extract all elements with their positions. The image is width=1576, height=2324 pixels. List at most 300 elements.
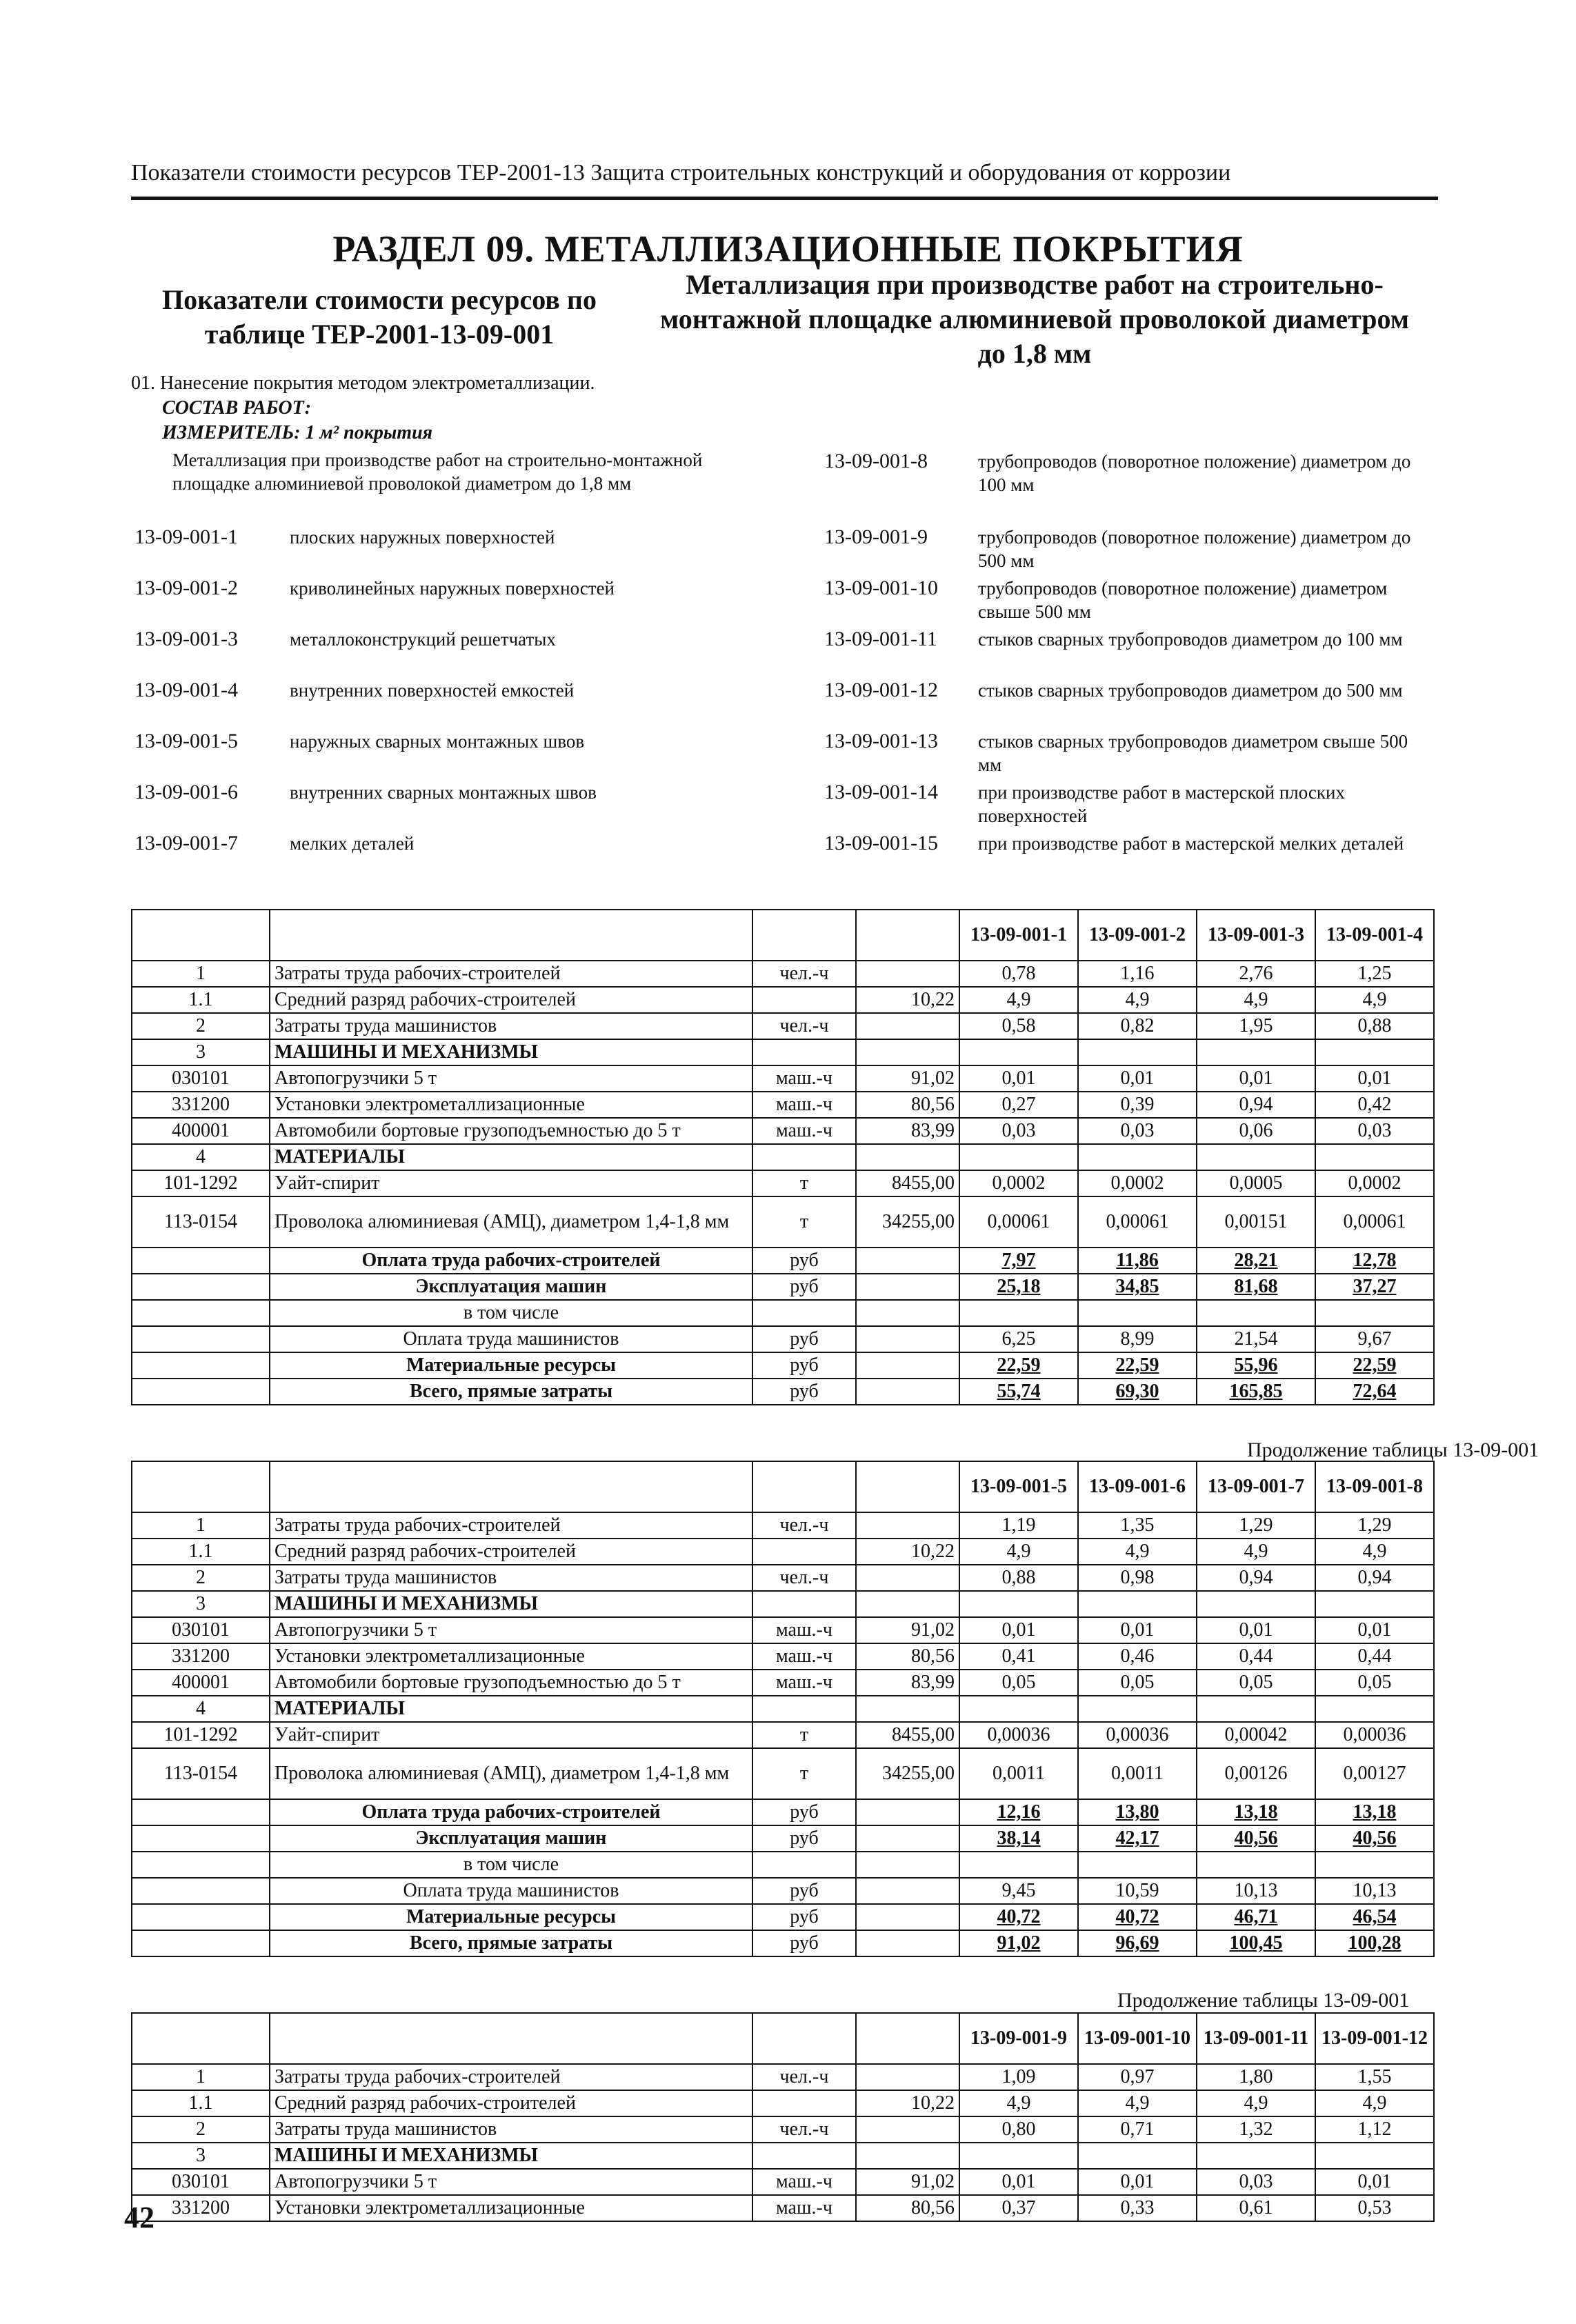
cell-name: МАТЕРИАЛЫ — [270, 1144, 752, 1170]
cell-value: 4,9 — [1315, 2090, 1434, 2116]
cell-value: 69,30 — [1078, 1379, 1197, 1405]
cell-value — [1315, 1300, 1434, 1326]
header-variant: 13-09-001-10 — [1078, 2013, 1197, 2064]
table-header-row — [132, 1461, 1434, 1512]
cell-code: 331200 — [132, 2195, 270, 2221]
cell-code — [132, 1852, 270, 1878]
cell-name: Всего, прямые затраты — [270, 1930, 752, 1956]
cell-value — [1315, 2143, 1434, 2169]
cell-value: 0,82 — [1078, 1013, 1197, 1039]
code-label: 13-09-001-2 — [134, 577, 238, 599]
cell-code — [132, 1352, 270, 1379]
cell-value — [959, 1144, 1078, 1170]
cell-value: 4,9 — [1315, 1539, 1434, 1565]
cell-code — [132, 1930, 270, 1956]
cell-value — [1315, 1039, 1434, 1065]
resource-table-2 — [131, 1461, 1435, 1957]
cell-name: в том числе — [270, 1852, 752, 1878]
indicators-title-line: таблице ТЕР-2001-13-09-001 — [204, 319, 555, 350]
continuation-note: Продолжение таблицы 13-09-001 — [1117, 1989, 1410, 2012]
cell-value: 22,59 — [1315, 1352, 1434, 1379]
cell-value: 1,09 — [959, 2064, 1078, 2090]
cell-price — [856, 1878, 959, 1904]
code-description: внутренних поверхностей емкостей — [290, 680, 575, 701]
cell-value: 1,16 — [1078, 961, 1197, 987]
cell-value — [1078, 2143, 1197, 2169]
cell-value: 0,01 — [959, 1617, 1078, 1643]
cell-unit: руб — [752, 1825, 856, 1852]
code-description: трубопроводов (поворотное положение) диаметром свыше 500 мм — [978, 578, 1388, 622]
code-description: мелких деталей — [290, 833, 415, 854]
table-row — [132, 1352, 1434, 1379]
table-row — [132, 1748, 1434, 1799]
code-label: 13-09-001-14 — [824, 781, 938, 803]
cell-code: 1 — [132, 1512, 270, 1539]
cell-code — [132, 1825, 270, 1852]
cell-value: 0,01 — [959, 1065, 1078, 1092]
cell-name: МАШИНЫ И МЕХАНИЗМЫ — [270, 1591, 752, 1617]
code-description: трубопроводов (поворотное положение) диаметром до 500 мм — [978, 527, 1411, 571]
cell-value: 1,80 — [1197, 2064, 1315, 2090]
cell-price — [856, 1379, 959, 1405]
cell-price: 80,56 — [856, 2195, 959, 2221]
code-label: 13-09-001-1 — [134, 525, 238, 548]
cell-code: 400001 — [132, 1118, 270, 1144]
table-row — [132, 1039, 1434, 1065]
cell-price — [856, 1013, 959, 1039]
indicators-title-line: Показатели стоимости ресурсов по — [162, 284, 597, 315]
cell-value: 0,94 — [1197, 1092, 1315, 1118]
cell-price — [856, 1852, 959, 1878]
cell-code: 113-0154 — [132, 1196, 270, 1248]
cell-value: 40,72 — [1078, 1904, 1197, 1930]
cell-price — [856, 1565, 959, 1591]
cell-value: 46,54 — [1315, 1904, 1434, 1930]
table-row — [132, 1300, 1434, 1326]
table-row — [132, 1118, 1434, 1144]
cell-value — [1078, 1696, 1197, 1722]
header-unit — [752, 1461, 856, 1512]
table-row — [132, 1170, 1434, 1196]
cell-value: 21,54 — [1197, 1326, 1315, 1352]
table-row — [132, 961, 1434, 987]
table-row — [132, 1930, 1434, 1956]
cell-name: Затраты труда машинистов — [270, 1013, 752, 1039]
cell-value: 0,27 — [959, 1092, 1078, 1118]
cell-name: МАТЕРИАЛЫ — [270, 1696, 752, 1722]
cell-value: 0,88 — [959, 1565, 1078, 1591]
cell-value: 55,74 — [959, 1379, 1078, 1405]
header-rule — [131, 197, 1438, 200]
cell-unit: чел.-ч — [752, 1013, 856, 1039]
cell-price: 91,02 — [856, 1617, 959, 1643]
cell-value — [1315, 1852, 1434, 1878]
cell-value: 38,14 — [959, 1825, 1078, 1852]
cell-name: Автопогрузчики 5 т — [270, 2169, 752, 2195]
cell-price — [856, 1799, 959, 1825]
cell-price: 34255,00 — [856, 1196, 959, 1248]
cell-code: 3 — [132, 2143, 270, 2169]
header-code — [132, 910, 270, 961]
cell-value: 0,42 — [1315, 1092, 1434, 1118]
cell-value: 46,71 — [1197, 1904, 1315, 1930]
cell-price — [856, 2116, 959, 2143]
cell-value: 0,05 — [1078, 1670, 1197, 1696]
cell-name: Затраты труда рабочих-строителей — [270, 1512, 752, 1539]
table-row — [132, 2090, 1434, 2116]
cell-value: 4,9 — [959, 2090, 1078, 2116]
code-label: 13-09-001-8 — [824, 450, 928, 472]
cell-unit: чел.-ч — [752, 961, 856, 987]
resource-table-1 — [131, 909, 1435, 1405]
cell-code — [132, 1904, 270, 1930]
cell-name: Средний разряд рабочих-строителей — [270, 2090, 752, 2116]
cell-value: 0,01 — [959, 2169, 1078, 2195]
cell-value: 40,56 — [1197, 1825, 1315, 1852]
header-name — [270, 910, 752, 961]
cell-value: 0,01 — [1078, 1065, 1197, 1092]
cell-name: Автомобили бортовые грузоподъемностью до 5 т — [270, 1670, 752, 1696]
code-label: 13-09-001-13 — [824, 730, 938, 752]
cell-price — [856, 1039, 959, 1065]
header-variant: 13-09-001-11 — [1197, 2013, 1315, 2064]
header-variant: 13-09-001-6 — [1078, 1461, 1197, 1512]
cell-name: Средний разряд рабочих-строителей — [270, 987, 752, 1013]
cell-value: 0,46 — [1078, 1643, 1197, 1670]
cell-unit: руб — [752, 1799, 856, 1825]
cell-value: 0,0011 — [1078, 1748, 1197, 1799]
cell-unit: т — [752, 1722, 856, 1748]
table-row — [132, 1565, 1434, 1591]
header-variant: 13-09-001-2 — [1078, 910, 1197, 961]
cell-unit: руб — [752, 1274, 856, 1300]
cell-value: 81,68 — [1197, 1274, 1315, 1300]
cell-code: 2 — [132, 2116, 270, 2143]
cell-value — [959, 1852, 1078, 1878]
cell-price: 8455,00 — [856, 1722, 959, 1748]
table-row — [132, 1617, 1434, 1643]
cell-price — [856, 2143, 959, 2169]
cell-value: 0,44 — [1315, 1643, 1434, 1670]
cell-value — [1078, 1300, 1197, 1326]
cell-value — [1197, 1591, 1315, 1617]
code-label: 13-09-001-3 — [134, 628, 238, 650]
cell-value: 0,00061 — [1078, 1196, 1197, 1248]
cell-value — [959, 1696, 1078, 1722]
cell-value: 9,67 — [1315, 1326, 1434, 1352]
header-price — [856, 1461, 959, 1512]
work-title-line: до 1,8 мм — [977, 338, 1092, 369]
cell-value: 0,00036 — [1315, 1722, 1434, 1748]
cell-value — [1078, 1039, 1197, 1065]
work-title-line: Металлизация при производстве работ на строительно- — [686, 269, 1384, 300]
cell-unit — [752, 2143, 856, 2169]
cell-price: 83,99 — [856, 1670, 959, 1696]
cell-value: 0,01 — [1315, 1065, 1434, 1092]
cell-value: 8,99 — [1078, 1326, 1197, 1352]
table-row — [132, 1144, 1434, 1170]
cell-name: Оплата труда машинистов — [270, 1878, 752, 1904]
table-row — [132, 1591, 1434, 1617]
cell-value: 4,9 — [1315, 987, 1434, 1013]
cell-value: 0,00061 — [1315, 1196, 1434, 1248]
cell-code: 030101 — [132, 1065, 270, 1092]
cell-name: Затраты труда рабочих-строителей — [270, 961, 752, 987]
table-row — [132, 1722, 1434, 1748]
cell-name: Автопогрузчики 5 т — [270, 1065, 752, 1092]
cell-value: 100,28 — [1315, 1930, 1434, 1956]
code-label: 13-09-001-5 — [134, 730, 238, 752]
cell-value: 0,00151 — [1197, 1196, 1315, 1248]
cell-code: 1.1 — [132, 987, 270, 1013]
cell-price — [856, 961, 959, 987]
cell-value: 0,03 — [959, 1118, 1078, 1144]
cell-unit: чел.-ч — [752, 2064, 856, 2090]
cell-value — [1315, 1591, 1434, 1617]
cell-value: 1,12 — [1315, 2116, 1434, 2143]
cell-value: 0,05 — [1315, 1670, 1434, 1696]
cell-unit: руб — [752, 1248, 856, 1274]
work-item-01: 01. Нанесение покрытия методом электрометаллизации. — [131, 372, 595, 394]
cell-unit: т — [752, 1748, 856, 1799]
cell-value: 0,00127 — [1315, 1748, 1434, 1799]
cell-value: 6,25 — [959, 1326, 1078, 1352]
header-variant: 13-09-001-12 — [1315, 2013, 1434, 2064]
work-composition-label: СОСТАВ РАБОТ: — [162, 397, 312, 419]
cell-name: Уайт-спирит — [270, 1170, 752, 1196]
cell-value: 55,96 — [1197, 1352, 1315, 1379]
cell-unit: маш.-ч — [752, 1617, 856, 1643]
cell-value — [1197, 1300, 1315, 1326]
cell-value: 0,03 — [1078, 1118, 1197, 1144]
cell-unit — [752, 1539, 856, 1565]
cell-value: 0,0002 — [1078, 1170, 1197, 1196]
cell-unit — [752, 1591, 856, 1617]
cell-unit: руб — [752, 1878, 856, 1904]
cell-code: 030101 — [132, 1617, 270, 1643]
cell-price — [856, 1144, 959, 1170]
cell-name: Эксплуатация машин — [270, 1274, 752, 1300]
code-description: металлоконструкций решетчатых — [290, 629, 556, 650]
code-description: стыков сварных трубопроводов диаметром до 100 мм — [978, 629, 1403, 650]
cell-name: Оплата труда рабочих-строителей — [270, 1799, 752, 1825]
cell-price: 80,56 — [856, 1092, 959, 1118]
cell-unit: чел.-ч — [752, 2116, 856, 2143]
cell-name: Уайт-спирит — [270, 1722, 752, 1748]
table-row — [132, 1799, 1434, 1825]
running-header: Показатели стоимости ресурсов ТЕР-2001-13 Защита строительных конструкций и оборудования от коррозии — [131, 160, 1231, 186]
code-description: криволинейных наружных поверхностей — [290, 578, 615, 599]
cell-value: 1,19 — [959, 1512, 1078, 1539]
cell-value: 13,18 — [1197, 1799, 1315, 1825]
cell-value: 1,35 — [1078, 1512, 1197, 1539]
cell-value: 4,9 — [1078, 987, 1197, 1013]
cell-value: 0,05 — [959, 1670, 1078, 1696]
table-row — [132, 1326, 1434, 1352]
cell-value: 4,9 — [959, 987, 1078, 1013]
code-label: 13-09-001-12 — [824, 679, 938, 701]
cell-value: 0,01 — [1315, 1617, 1434, 1643]
cell-unit: маш.-ч — [752, 2195, 856, 2221]
cell-unit: маш.-ч — [752, 1092, 856, 1118]
cell-value: 0,41 — [959, 1643, 1078, 1670]
cell-value: 0,00061 — [959, 1196, 1078, 1248]
cell-value: 0,39 — [1078, 1092, 1197, 1118]
cell-unit: маш.-ч — [752, 1065, 856, 1092]
cell-code: 3 — [132, 1039, 270, 1065]
cell-code: 331200 — [132, 1643, 270, 1670]
cell-value: 0,0002 — [1315, 1170, 1434, 1196]
cell-value — [1078, 1591, 1197, 1617]
cell-value: 4,9 — [1197, 1539, 1315, 1565]
table-row — [132, 2195, 1434, 2221]
cell-value: 0,33 — [1078, 2195, 1197, 2221]
resource-table-3 — [131, 2012, 1435, 2222]
cell-value: 10,13 — [1315, 1878, 1434, 1904]
cell-unit: т — [752, 1170, 856, 1196]
table-row — [132, 1539, 1434, 1565]
cell-price — [856, 1300, 959, 1326]
header-name — [270, 2013, 752, 2064]
cell-value: 0,94 — [1197, 1565, 1315, 1591]
cell-unit: маш.-ч — [752, 1670, 856, 1696]
cell-value: 28,21 — [1197, 1248, 1315, 1274]
cell-code: 101-1292 — [132, 1170, 270, 1196]
code-description: плоских наружных поверхностей — [290, 527, 555, 548]
cell-price — [856, 1591, 959, 1617]
cell-code — [132, 1878, 270, 1904]
cell-value: 13,18 — [1315, 1799, 1434, 1825]
table-header-row — [132, 910, 1434, 961]
table-row — [132, 1274, 1434, 1300]
cell-value — [959, 2143, 1078, 2169]
table-row — [132, 1643, 1434, 1670]
header-variant: 13-09-001-5 — [959, 1461, 1078, 1512]
cell-value: 1,25 — [1315, 961, 1434, 987]
cell-value: 0,00036 — [1078, 1722, 1197, 1748]
cell-price — [856, 1825, 959, 1852]
header-name — [270, 1461, 752, 1512]
table-row — [132, 1512, 1434, 1539]
cell-code: 1 — [132, 2064, 270, 2090]
cell-value: 40,72 — [959, 1904, 1078, 1930]
table-row — [132, 1878, 1434, 1904]
header-variant: 13-09-001-1 — [959, 910, 1078, 961]
code-label: 13-09-001-7 — [134, 832, 238, 854]
table-row — [132, 1092, 1434, 1118]
cell-value: 0,01 — [1315, 2169, 1434, 2195]
header-unit — [752, 910, 856, 961]
cell-value: 0,88 — [1315, 1013, 1434, 1039]
code-label: 13-09-001-4 — [134, 679, 238, 701]
header-price — [856, 2013, 959, 2064]
cell-value: 1,29 — [1197, 1512, 1315, 1539]
cell-value: 10,59 — [1078, 1878, 1197, 1904]
cell-unit — [752, 1144, 856, 1170]
cell-unit — [752, 1852, 856, 1878]
cell-value: 11,86 — [1078, 1248, 1197, 1274]
header-code — [132, 2013, 270, 2064]
cell-price — [856, 1274, 959, 1300]
cell-name: Автомобили бортовые грузоподъемностью до 5 т — [270, 1118, 752, 1144]
code-label: 13-09-001-9 — [824, 525, 928, 548]
code-description: трубопроводов (поворотное положение) диаметром до 100 мм — [978, 451, 1411, 495]
cell-value — [959, 1591, 1078, 1617]
header-price — [856, 910, 959, 961]
cell-value: 1,95 — [1197, 1013, 1315, 1039]
cell-name: Материальные ресурсы — [270, 1352, 752, 1379]
cell-unit — [752, 1696, 856, 1722]
cell-name: Эксплуатация машин — [270, 1825, 752, 1852]
cell-name: Установки электрометаллизационные — [270, 2195, 752, 2221]
cell-price: 10,22 — [856, 2090, 959, 2116]
cell-unit: руб — [752, 1326, 856, 1352]
header-code — [132, 1461, 270, 1512]
cell-code — [132, 1248, 270, 1274]
cell-value: 0,94 — [1315, 1565, 1434, 1591]
cell-value: 0,01 — [1078, 2169, 1197, 2195]
cell-value: 7,97 — [959, 1248, 1078, 1274]
cell-unit: руб — [752, 1379, 856, 1405]
indicators-title — [138, 283, 621, 352]
cell-value — [1197, 1852, 1315, 1878]
header-unit — [752, 2013, 856, 2064]
cell-code: 2 — [132, 1565, 270, 1591]
cell-value: 4,9 — [1197, 987, 1315, 1013]
cell-name: Затраты труда машинистов — [270, 2116, 752, 2143]
section-title: РАЗДЕЛ 09. МЕТАЛЛИЗАЦИОННЫЕ ПОКРЫТИЯ — [332, 228, 1244, 270]
cell-value: 72,64 — [1315, 1379, 1434, 1405]
cell-price — [856, 1512, 959, 1539]
cell-value: 0,05 — [1197, 1670, 1315, 1696]
cell-price — [856, 1904, 959, 1930]
table-row — [132, 987, 1434, 1013]
table-row — [132, 2116, 1434, 2143]
cell-value — [959, 1039, 1078, 1065]
cell-value: 4,9 — [1078, 2090, 1197, 2116]
cell-unit: маш.-ч — [752, 1118, 856, 1144]
cell-value: 4,9 — [959, 1539, 1078, 1565]
cell-name: Автопогрузчики 5 т — [270, 1617, 752, 1643]
cell-name: Проволока алюминиевая (АМЦ), диаметром 1,4-1,8 мм — [270, 1748, 752, 1799]
cell-value — [1315, 1144, 1434, 1170]
header-variant: 13-09-001-7 — [1197, 1461, 1315, 1512]
cell-price: 10,22 — [856, 987, 959, 1013]
cell-unit: т — [752, 1196, 856, 1248]
work-title — [641, 268, 1428, 371]
table-row — [132, 1825, 1434, 1852]
cell-value: 0,0002 — [959, 1170, 1078, 1196]
code-label: 13-09-001-15 — [824, 832, 938, 854]
cell-value — [1078, 1852, 1197, 1878]
table-row — [132, 1379, 1434, 1405]
table-row — [132, 1013, 1434, 1039]
cell-value: 0,03 — [1197, 2169, 1315, 2195]
cell-name: МАШИНЫ И МЕХАНИЗМЫ — [270, 1039, 752, 1065]
table-row — [132, 1696, 1434, 1722]
cell-price — [856, 1326, 959, 1352]
cell-value: 12,16 — [959, 1799, 1078, 1825]
cell-unit — [752, 987, 856, 1013]
cell-code — [132, 1274, 270, 1300]
intro-text: Металлизация при производстве работ на строительно-монтажной площадке алюминиевой проволокой диаметром до 1,8 мм — [172, 450, 703, 494]
cell-value: 37,27 — [1315, 1274, 1434, 1300]
cell-code — [132, 1326, 270, 1352]
cell-price — [856, 1248, 959, 1274]
cell-code — [132, 1300, 270, 1326]
table-row — [132, 1904, 1434, 1930]
cell-value: 0,00036 — [959, 1722, 1078, 1748]
